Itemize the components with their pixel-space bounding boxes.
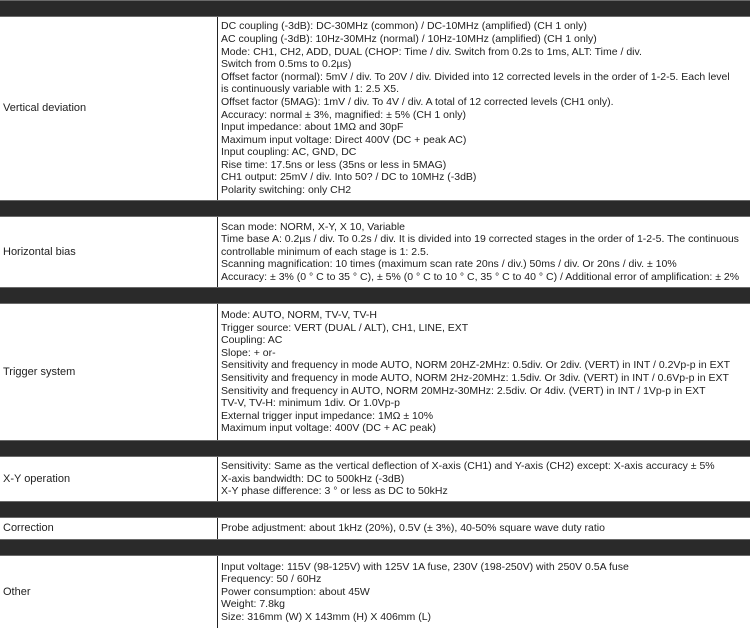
section-separator	[0, 501, 750, 518]
spec-line: Accuracy: ± 3% (0 ° C to 35 ° C), ± 5% (0 ° C to 10 ° C, 35 ° C to 40 ° C) / Additional error of amplification: ± 2%	[221, 270, 740, 283]
spec-line: Maximum input voltage: 400V (DC + AC peak)	[221, 422, 437, 435]
spec-line: DC coupling (-3dB): DC-30MHz (common) / DC-10MHz (amplified) (CH 1 only)	[221, 20, 587, 33]
spec-line: AC coupling (-3dB): 10Hz-30MHz (normal) / 10Hz-10MHz (amplified) (CH 1 only)	[221, 32, 597, 45]
spec-line: Slope: + or-	[221, 346, 276, 359]
row-content	[218, 518, 750, 539]
row-label: X-Y operation	[0, 457, 218, 501]
spec-line: Maximum input voltage: Direct 400V (DC + peak AC)	[221, 133, 467, 146]
row-content	[218, 217, 750, 287]
row-label: Other	[0, 556, 218, 628]
spec-line: TV-V, TV-H: minimum 1div. Or 1.0Vp-p	[221, 397, 400, 410]
spec-line: Polarity switching: only CH2	[221, 184, 352, 197]
spec-row-vertical-deviation	[0, 17, 750, 200]
spec-line: Mode: CH1, CH2, ADD, DUAL (CHOP: Time / div. Switch from 0.2s to 1ms, ALT: Time / div.	[221, 45, 642, 58]
spec-line: Coupling: AC	[221, 334, 283, 347]
spec-line: Rise time: 17.5ns or less (35ns or less in 5MAG)	[221, 158, 447, 171]
spec-line: CH1 output: 25mV / div. Into 50? / DC to 10MHz (-3dB)	[221, 171, 477, 184]
spec-row-trigger-system	[0, 304, 750, 440]
spec-line: Sensitivity: Same as the vertical deflection of X-axis (CH1) and Y-axis (CH2) except: X-axis accuracy ± 5%	[221, 460, 715, 473]
row-content	[218, 17, 750, 200]
spec-line: Input impedance: about 1MΩ and 30pF	[221, 121, 404, 134]
row-label: Correction	[0, 518, 218, 539]
spec-line: Input coupling: AC, GND, DC	[221, 146, 357, 159]
spec-line: Power consumption: about 45W	[221, 585, 370, 598]
spec-line: Mode: AUTO, NORM, TV-V, TV-H	[221, 309, 377, 322]
spec-line: Trigger source: VERT (DUAL / ALT), CH1, LINE, EXT	[221, 321, 469, 334]
spec-line: Size: 316mm (W) X 143mm (H) X 406mm (L)	[221, 610, 432, 623]
section-separator	[0, 287, 750, 304]
row-label: Trigger system	[0, 304, 218, 440]
spec-line: Scan mode: NORM, X-Y, X 10, Variable	[221, 220, 406, 233]
row-content	[218, 457, 750, 501]
spec-line: Input voltage: 115V (98-125V) with 125V 1A fuse, 230V (198-250V) with 250V 0.5A fuse	[221, 560, 629, 573]
spec-line: Accuracy: normal ± 3%, magnified: ± 5% (CH 1 only)	[221, 108, 466, 121]
spec-line: Sensitivity and frequency in mode AUTO, NORM 2Hz-20MHz: 1.5div. Or 3div. (VERT) in INT / 0.6Vp-p in EXT	[221, 372, 729, 384]
spec-row-other	[0, 556, 750, 628]
spec-line: X-axis bandwidth: DC to 500kHz (-3dB)	[221, 472, 405, 485]
row-label: Horizontal bias	[0, 217, 218, 287]
spec-line: Probe adjustment: about 1kHz (20%), 0.5V (± 3%), 40-50% square wave duty ratio	[221, 522, 605, 535]
spec-row-xy-operation	[0, 457, 750, 501]
spec-row-horizontal-bias	[0, 217, 750, 287]
row-content	[218, 304, 750, 440]
spec-line: is continuously variable with 1: 2.5 X5.	[221, 83, 400, 96]
spec-line: Scanning magnification: 10 times (maximum scan rate 20ns / div.) 50ms / div. Or 20ns / div. ± 10%	[221, 258, 677, 271]
section-separator	[0, 200, 750, 217]
spec-line: Switch from 0.5ms to 0.2µs)	[221, 58, 352, 71]
section-separator	[0, 539, 750, 556]
spec-line: X-Y phase difference: 3 ° or less as DC to 50kHz	[221, 485, 448, 498]
spec-line: Time base A: 0.2µs / div. To 0.2s / div. It is divided into 19 corrected stages in the order of 1-2-5. The continuous	[221, 233, 739, 246]
spec-line: Offset factor (normal): 5mV / div. To 20V / div. Divided into 12 corrected levels in the order of 1-2-5. Each level	[221, 70, 730, 83]
spec-line: Frequency: 50 / 60Hz	[221, 573, 322, 586]
spec-line: Weight: 7.8kg	[221, 598, 286, 611]
section-separator	[0, 440, 750, 457]
spec-line: Offset factor (5MAG): 1mV / div. To 4V / div. A total of 12 corrected levels (CH1 only).	[221, 95, 614, 108]
section-separator	[0, 0, 750, 17]
spec-line: controllable minimum of each stage is 1: 2.5.	[221, 245, 429, 258]
spec-row-correction	[0, 518, 750, 539]
spec-line: Sensitivity and frequency in AUTO, NORM 20MHz-30MHz: 2.5div. Or 4div. (VERT) in INT / 1Vp-p in EXT	[221, 384, 706, 397]
row-content	[218, 556, 750, 628]
spec-line: Sensitivity and frequency in mode AUTO, NORM 20HZ-2MHz: 0.5div. Or 2div. (VERT) in INT / 0.2Vp-p in EXT	[221, 359, 731, 372]
spec-line: External trigger input impedance: 1MΩ ± 10%	[221, 409, 434, 422]
row-label: Vertical deviation	[0, 17, 218, 200]
